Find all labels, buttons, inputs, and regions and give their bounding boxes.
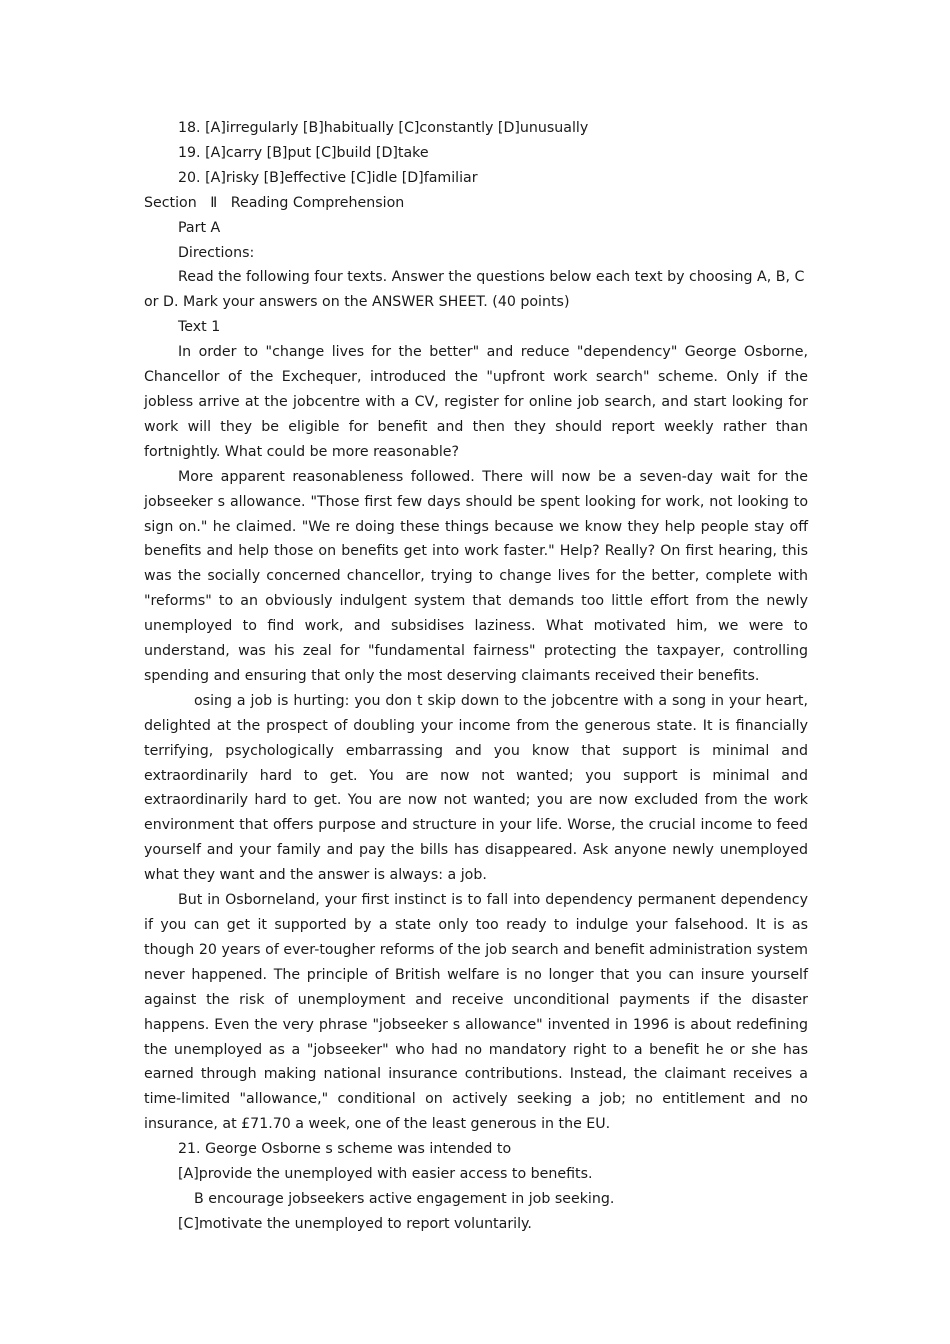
question-21-option-c: [C]motivate the unemployed to report voluntarily. [178, 1215, 532, 1232]
section-prefix: Section [144, 194, 197, 211]
paragraph-4: But in Osborneland, your first instinct is to fall into dependency permanent dependency if you can get it supported by a state only too ready to indulge your falsehood. It is as though 20 years of ever-tougher reforms of the job search and benefit administration system never happened. The principle of British welfare is no longer that you can insure yourself against the risk of unemployment and receive unconditional payments if the disaster happens. Even the very phrase "jobseeker s allowance" invented in 1996 is about redefining the unemployed as a "jobseeker" who had no mandatory right to a benefit he or she has earned through making national insurance contributions. Instead, the claimant receives a time-limited "allowance," conditional on actively seeking a job; no entitlement and no insurance, at £71.70 a week, one of the least generous in the EU. [144, 892, 808, 1133]
question-19-options: 19. [A]carry [B]put [C]build [D]take [178, 144, 429, 161]
directions-text: Read the following four texts. Answer the questions below each text by choosing A, B, C or D. Mark your answers on the ANSWER SHEET. (40 points) [144, 269, 805, 311]
directions-label: Directions: [178, 244, 255, 261]
text-title: Text 1 [178, 319, 221, 336]
question-20-options: 20. [A]risky [B]effective [C]idle [D]familiar [178, 169, 478, 186]
section-numeral: Ⅱ [210, 194, 218, 211]
paragraph-3: osing a job is hurting: you don t skip down to the jobcentre with a song in your heart, delighted at the prospect of doubling your income from the generous state. It is financially terrifying, psychologically embarrassing and you know that support is minimal and extraordinarily hard to get. You are now not wanted; you support is minimal and extraordinarily hard to get. You are now not wanted; you are now excluded from the work environment that offers purpose and structure in your life. Worse, the crucial income to feed yourself and your family and pay the bills has disappeared. Ask anyone newly unemployed what they want and the answer is always: a job. [144, 692, 808, 884]
question-21-option-a: [A]provide the unemployed with easier access to benefits. [178, 1166, 593, 1183]
part-heading: Part A [178, 219, 221, 236]
paragraph-1: In order to "change lives for the better" and reduce "dependency" George Osborne, Chancellor of the Exchequer, introduced the "upfront work search" scheme. Only if the jobless arrive at the jobcentre with a CV, register for online job search, and start looking for work will they be eligible for benefit and then they should report weekly rather than fortnightly. What could be more reasonable? [144, 344, 808, 460]
question-18-options: 18. [A]irregularly [B]habitually [C]constantly [D]unusually [178, 120, 589, 136]
question-21-option-b: B encourage jobseekers active engagement in job seeking. [194, 1190, 615, 1207]
paragraph-2: More apparent reasonableness followed. There will now be a seven-day wait for the jobseeker s allowance. "Those first few days should be spent looking for work, not looking to sign on." he claimed. "We re doing these things because we know they help people stay off benefits and help those on benefits get into work faster." Help? Really? On first hearing, this was the socially concerned chancellor, trying to change lives for the better, complete with "reforms" to an obviously indulgent system that demands too little effort from the newly unemployed to find work, and subsidises laziness. What motivated him, we were to understand, was his zeal for "fundamental fairness" protecting the taxpayer, controlling spending and ensuring that only the most deserving claimants received their benefits. [144, 468, 808, 684]
section-name: Reading Comprehension [230, 194, 405, 211]
question-21-stem: 21. George Osborne s scheme was intended to [178, 1141, 512, 1158]
document-page [144, 116, 808, 1237]
section-heading [144, 191, 808, 216]
